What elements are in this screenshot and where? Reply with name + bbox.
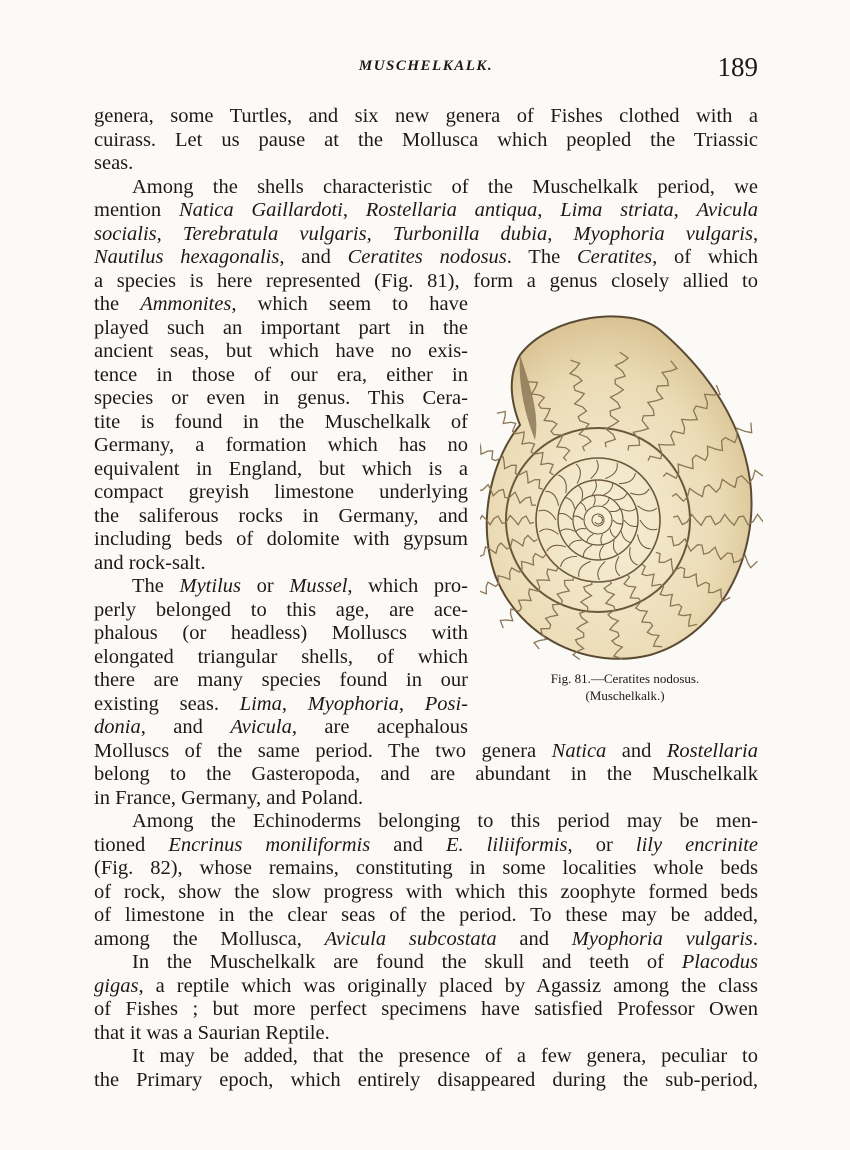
- text-span: elongated triangular shells, of which: [94, 645, 468, 668]
- text-line: [94, 880, 758, 904]
- text-span: , which pro-: [347, 575, 468, 597]
- text-span: tioned: [94, 833, 169, 856]
- text-span: the Primary epoch, which entirely disappeared during the sub-period,: [94, 1068, 758, 1091]
- text-span: , and: [279, 246, 348, 268]
- text-line: [94, 856, 758, 880]
- text-span: Among the shells characteristic of the Muschelkalk period, we: [132, 175, 758, 198]
- text-line: [94, 386, 468, 410]
- text-span: , of which: [652, 246, 758, 268]
- text-line: [94, 410, 468, 434]
- text-span: .: [752, 927, 758, 950]
- text-span: , or: [567, 833, 636, 856]
- text-line: [132, 574, 468, 598]
- ammonite-illustration: [480, 305, 763, 713]
- page-number: 189: [717, 52, 758, 82]
- text-span: and: [370, 833, 446, 856]
- text-span: ,: [366, 222, 393, 245]
- text-line: [94, 222, 758, 246]
- text-span: ,: [752, 222, 759, 245]
- italic-term: Ceratites nodosus: [347, 246, 507, 268]
- text-span: ,: [281, 692, 308, 715]
- text-line: [94, 598, 468, 622]
- text-line: [132, 1044, 758, 1068]
- text-span: ,: [398, 692, 425, 715]
- page-header: [94, 52, 758, 88]
- text-span: Among the Echinoderms belonging to this period may be men-: [132, 810, 758, 832]
- text-line: [94, 903, 758, 927]
- text-span: ,: [156, 222, 183, 245]
- text-line: [94, 480, 468, 504]
- italic-term: Placodus: [681, 951, 758, 973]
- italic-term: Lima striata: [560, 199, 674, 221]
- italic-term: Mussel: [289, 575, 348, 597]
- text-span: seas.: [94, 152, 134, 174]
- text-line: [94, 292, 468, 316]
- text-line: [94, 645, 468, 669]
- italic-term: Lima: [239, 692, 282, 715]
- text-span: of rock, show the slow progress with which this zoophyte formed beds: [94, 880, 758, 903]
- text-span: genera, some Turtles, and six new genera of Fishes clothed with a: [94, 105, 758, 127]
- text-line: [94, 151, 133, 175]
- text-line: [94, 974, 758, 998]
- italic-term: Myophoria vulgaris: [571, 927, 753, 950]
- text-span: and: [606, 739, 667, 762]
- italic-term: Nautilus hexagonalis: [94, 246, 280, 268]
- text-span: , a reptile which was originally placed by Agassiz among the class: [138, 974, 758, 997]
- italic-term: E. liliiformis: [445, 833, 568, 856]
- text-span: or: [241, 575, 290, 597]
- text-line: [94, 551, 468, 575]
- text-span: perly belonged to this age, are ace-: [94, 598, 468, 621]
- text-line: [132, 950, 758, 974]
- text-span: the: [94, 293, 141, 315]
- italic-term: Ceratites: [576, 246, 653, 268]
- italic-term: Terebratula vulgaris: [182, 222, 367, 245]
- text-line: [94, 668, 468, 692]
- text-span: existing seas.: [94, 692, 240, 715]
- text-line: [94, 692, 468, 716]
- text-span: mention: [94, 199, 179, 221]
- text-span: It may be added, that the presence of a few genera, peculiar to: [132, 1045, 758, 1067]
- text-line: [94, 363, 468, 387]
- text-span: The: [132, 575, 180, 597]
- text-line: [94, 621, 468, 645]
- text-span: . The: [506, 246, 577, 268]
- italic-term: Rostellaria: [666, 739, 758, 762]
- text-line: [94, 527, 468, 551]
- text-line: [94, 927, 758, 951]
- text-span: species or even in genus. This Cera-: [94, 387, 468, 409]
- text-line: [94, 715, 468, 739]
- italic-term: Posi-: [424, 692, 468, 715]
- text-span: (Fig. 82), whose remains, constituting in some localities whole beds: [94, 857, 758, 879]
- italic-term: Mytilus: [179, 575, 241, 597]
- italic-term: socialis: [94, 222, 157, 245]
- text-line: [132, 809, 758, 833]
- text-span: compact greyish limestone underlying: [94, 481, 468, 503]
- text-span: a species is here represented (Fig. 81), form a genus closely allied to: [94, 269, 758, 292]
- text-span: ,: [342, 199, 366, 221]
- text-span: of limestone in the clear seas of the period. To these may be added,: [94, 904, 758, 926]
- italic-term: Avicula subcostata: [324, 927, 497, 950]
- italic-term: lily encrinite: [635, 833, 758, 856]
- text-span: tence in those of our era, either in: [94, 363, 468, 386]
- text-span: phalous (or headless) Molluscs with: [94, 622, 468, 644]
- italic-term: donia: [94, 716, 141, 738]
- italic-term: Rostellaria antiqua: [365, 199, 538, 221]
- text-span: including beds of dolomite with gypsum: [94, 528, 468, 550]
- italic-term: Natica: [551, 739, 607, 762]
- text-span: tite is found in the Muschelkalk of: [94, 410, 468, 433]
- caption-source: (Muschelkalk.): [585, 688, 665, 703]
- text-span: ,: [547, 222, 574, 245]
- text-span: the saliferous rocks in Germany, and: [94, 504, 468, 527]
- text-span: ,: [537, 199, 561, 221]
- italic-term: gigas: [94, 974, 139, 997]
- text-line: [94, 269, 758, 293]
- figure-81: [480, 305, 763, 713]
- italic-term: Myophoria: [307, 692, 399, 715]
- text-line: [94, 433, 468, 457]
- text-span: Germany, a formation which has no: [94, 434, 468, 456]
- text-span: Molluscs of the same period. The two genera: [94, 739, 552, 762]
- text-span: there are many species found in our: [94, 669, 468, 691]
- text-span: and rock-salt.: [94, 551, 206, 574]
- text-line: [94, 128, 758, 152]
- italic-term: Turbonilla dubia: [392, 222, 548, 245]
- text-span: among the Mollusca,: [94, 927, 325, 950]
- text-span: belong to the Gasteropoda, and are abundant in the Muschelkalk: [94, 763, 758, 785]
- text-line: [94, 739, 758, 763]
- text-line: [94, 316, 468, 340]
- text-span: equivalent in England, but which is a: [94, 457, 468, 480]
- text-line: [94, 104, 758, 128]
- italic-term: Natica Gaillardoti: [178, 199, 343, 221]
- caption-title: Fig. 81.—Ceratites nodosus.: [550, 671, 700, 686]
- text-span: ancient seas, but which have no exis-: [94, 340, 468, 362]
- text-line: [94, 245, 758, 269]
- text-span: ,: [673, 199, 697, 221]
- text-span: cuirass. Let us pause at the Mollusca which peopled the Triassic: [94, 128, 758, 151]
- text-span: of Fishes ; but more perfect specimens have satisfied Professor Owen: [94, 998, 758, 1020]
- text-line: [94, 786, 363, 810]
- italic-term: Avicula: [230, 716, 292, 738]
- text-span: , are acephalous: [291, 716, 468, 738]
- text-span: and: [496, 927, 572, 950]
- figure-caption: [500, 670, 750, 704]
- text-span: in France, Germany, and Poland.: [94, 786, 364, 809]
- text-line: [94, 504, 468, 528]
- text-line: [94, 762, 758, 786]
- italic-term: Ammonites: [140, 293, 232, 315]
- italic-term: Encrinus moniliformis: [168, 833, 371, 856]
- running-head: MUSCHELKALK.: [358, 58, 494, 74]
- italic-term: Myophoria vulgaris: [573, 222, 753, 245]
- text-span: , which seem to have: [231, 293, 468, 315]
- text-span: In the Muschelkalk are found the skull and teeth of: [132, 951, 682, 973]
- text-line: [94, 1068, 758, 1092]
- text-line: [94, 1021, 330, 1045]
- text-line: [94, 457, 468, 481]
- text-line: [94, 833, 758, 857]
- text-span: played such an important part in the: [94, 316, 468, 339]
- text-line: [94, 997, 758, 1021]
- text-span: that it was a Saurian Reptile.: [94, 1021, 330, 1044]
- text-line: [94, 339, 468, 363]
- text-line: [94, 198, 758, 222]
- text-span: , and: [140, 716, 231, 738]
- italic-term: Avicula: [696, 199, 759, 221]
- text-line: [132, 175, 758, 199]
